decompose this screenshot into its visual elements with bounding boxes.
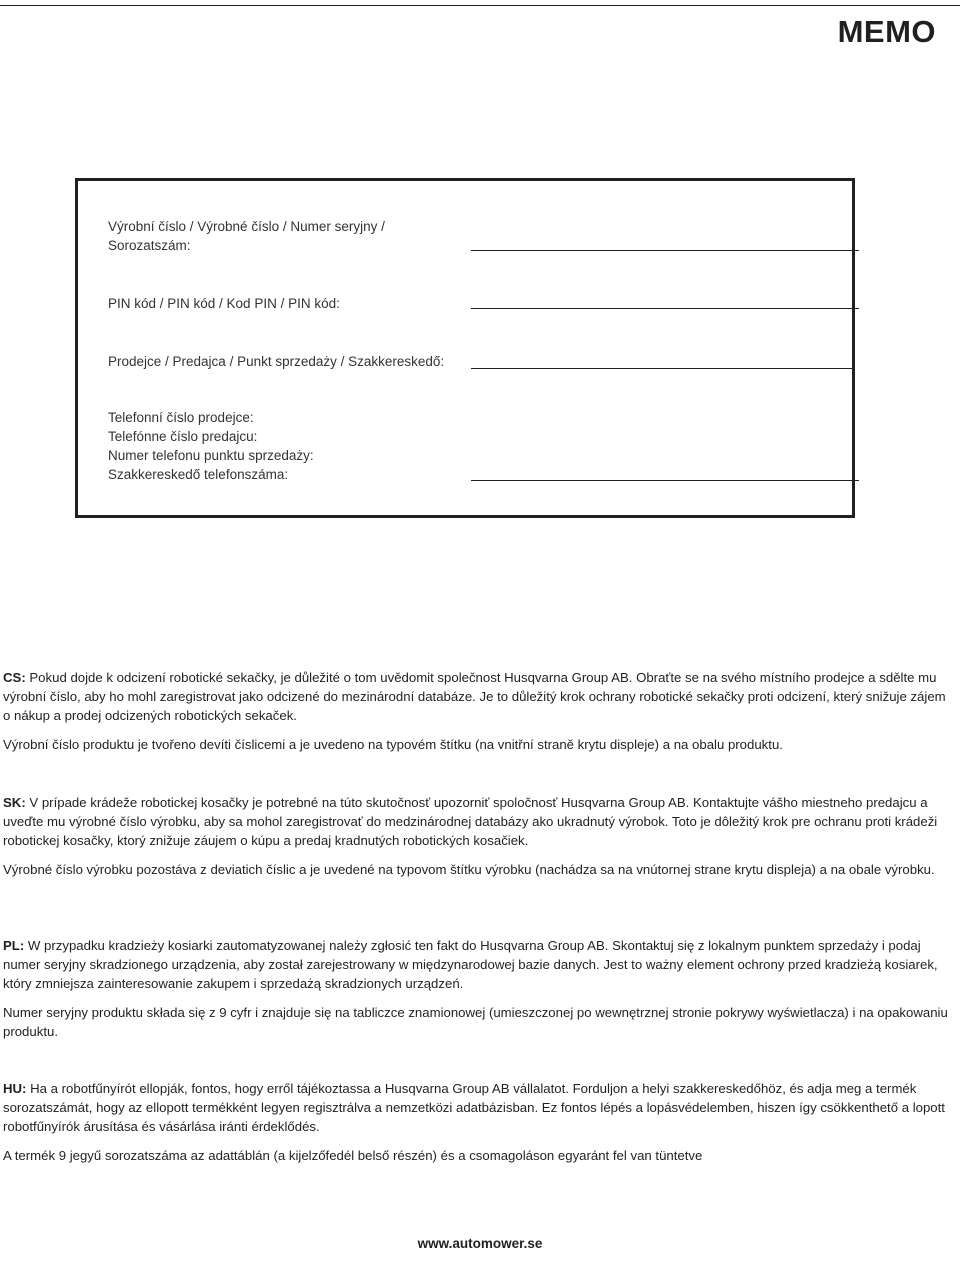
pin-code-label: PIN kód / PIN kód / Kod PIN / PIN kód:: [108, 296, 340, 311]
section-pl: [3, 936, 955, 1051]
section-hu-paragraph-1: HU: Ha a robotfűnyírót ellopják, fontos, hogy erről tájékoztassa a Husqvarna Group AB vállalatot. Forduljon a helyi szakkereskedőhöz, és adja meg a termék sorozatszámát, hogy az ellopott termékként legyen regisztrálva a nemzetközi adatbázisban. Ez fontos lépés a lopásvédelemben, hiszen így csökkenthető a lopott robotfűnyírók árusítása és vásárlása iránti érdeklődés.: [3, 1081, 945, 1134]
serial-number-field[interactable]: [471, 250, 859, 251]
serial-number-label: Výrobní číslo / Výrobné číslo / Numer seryjny / Sorozatszám:: [108, 219, 385, 253]
footer-website-link[interactable]: www.automower.se: [417, 1236, 543, 1251]
dealer-label: Prodejce / Predajca / Punkt sprzedaży / Szakkereskedő:: [108, 354, 445, 369]
section-cs-paragraph-1: CS: Pokud dojde k odcizení robotické sekačky, je důležité o tom uvědomit společnost Husqvarna Group AB. Obraťte se na svého místního prodejce a sdělte mu výrobní číslo, aby ho mohl zaregistrovat jako odcizené do mezinárodní databáze. Je to důležitý krok ochrany robotické sekačky proti odcizení, který snižuje zájem o nákup a prodej odcizených robotických sekaček.: [3, 670, 946, 723]
section-pl-paragraph-2: Numer seryjny produktu składa się z 9 cyfr i znajduje się na tabliczce znamionowej (umieszczonej po wewnętrznej stronie pokrywy wyświetlacza) i na opakowaniu produktu.: [3, 1005, 948, 1039]
section-hu: [3, 1079, 955, 1175]
section-sk-paragraph-2: Výrobné číslo výrobku pozostáva z deviatich číslic a je uvedené na typovom štítku výrobku (nachádza sa na vnútornej strane krytu displeja) a na obale výrobku.: [3, 862, 935, 877]
section-pl-paragraph-1: PL: W przypadku kradzieży kosiarki zautomatyzowanej należy zgłosić ten fakt do Husqvarna Group AB. Skontaktuj się z lokalnym punktem sprzedaży i podaj numer seryjny skradzionego urządzenia, aby został zarejestrowany w międzynarodowej bazie danych. Jest to ważny element ochrony przed kradzieżą kosiarek, który zmniejsza zainteresowanie zakupem i sprzedażą skradzionych urządzeń.: [3, 938, 938, 991]
language-code-sk: SK:: [3, 795, 26, 810]
page-title: MEMO: [837, 14, 936, 49]
language-code-hu: HU:: [3, 1081, 27, 1096]
section-cs-paragraph-2: Výrobní číslo produktu je tvořeno devíti číslicemi a je uvedeno na typovém štítku (na vnitřní straně krytu displeje) a na obalu produktu.: [3, 737, 783, 752]
dealer-phone-label: Telefonní číslo prodejce: Telefónne číslo predajcu: Numer telefonu punktu sprzedaży: Szakkereskedő telefonszáma:: [108, 410, 314, 482]
dealer-field[interactable]: [471, 368, 853, 369]
section-hu-paragraph-2: A termék 9 jegyű sorozatszáma az adattáblán (a kijelzőfedél belső részén) és a csomagoláson egyaránt fel van tüntetve: [3, 1148, 703, 1163]
top-rule: [0, 5, 960, 6]
section-sk: [3, 793, 955, 889]
memo-box: [75, 178, 855, 518]
section-cs: [3, 668, 955, 764]
dealer-phone-field[interactable]: [471, 480, 859, 481]
pin-code-field[interactable]: [471, 308, 859, 309]
language-code-pl: PL:: [3, 938, 25, 953]
section-sk-paragraph-1: SK: V prípade krádeže robotickej kosačky je potrebné na túto skutočnosť upozorniť spoločnosť Husqvarna Group AB. Kontaktujte vášho miestneho predajcu a uveďte mu výrobné číslo výrobku, aby sa mohol zaregistrovať do medzinárodnej databázy ako ukradnutý výrobok. Toto je dôležitý krok pre ochranu proti krádeži robotickej kosačky, ktorý znižuje záujem o kúpu a predaj kradnutých robotických kosačiek.: [3, 795, 938, 848]
language-code-cs: CS:: [3, 670, 26, 685]
